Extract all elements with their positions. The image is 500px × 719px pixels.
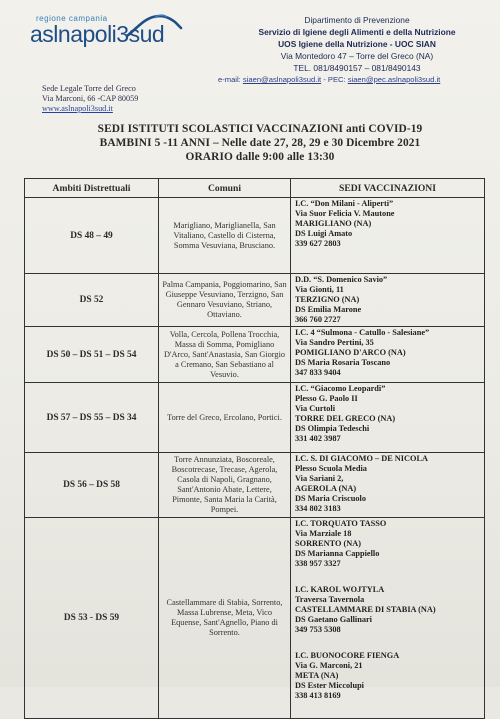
municipalities-cell: Castellammare di Stabia, Sorrento, Massa Lubrense, Meta, Vico Equense, Sant'Agnello, Piano di Sorrento. <box>159 518 291 719</box>
header-sedi: SEDI VACCINAZIONI <box>291 179 485 198</box>
table-row <box>25 518 485 719</box>
district-cell: DS 52 <box>25 274 159 327</box>
municipalities-cell: Palma Campania, Poggiomarino, San Giuseppe Vesuviano, Terzigno, San Gennaro Vesuviano, Striano, Ottaviano. <box>159 274 291 327</box>
dept-address: Via Montedoro 47 – Torre del Greco (NA) <box>280 51 434 61</box>
school-name: I.C. “Don Milani - Aliperti” <box>295 199 394 208</box>
site-detail: DS Olimpia Tedeschi <box>295 424 370 433</box>
pec-link[interactable]: siaen@pec.aslnapoli3sud.it <box>347 75 441 84</box>
site-entry <box>295 519 480 569</box>
municipalities-cell: Volla, Cercola, Pollena Trocchia, Massa di Somma, Pomigliano D'Arco, Sant'Anastasia, San Giorgio a Cremano, San Sebastiano al Vesuvio. <box>159 327 291 383</box>
site-detail: DS Emilia Marone <box>295 305 362 314</box>
service-name: Servizio di Igiene degli Alimenti e della Nutrizione <box>258 27 456 37</box>
legal-line: Sede Legale Torre del Greco <box>42 84 136 93</box>
document-title <box>60 122 460 164</box>
school-name: D.D. “S. Domenico Savio” <box>295 275 388 284</box>
district-cell: DS 57 – DS 55 – DS 34 <box>25 383 159 453</box>
site-detail: META (NA) <box>295 671 339 680</box>
site-detail: Plesso Scuola Media <box>295 464 367 473</box>
site-entry <box>295 384 480 444</box>
pec-prefix: - PEC: <box>321 75 348 84</box>
dept-phone: TEL. 081/8490157 – 081/8490143 <box>293 63 421 73</box>
site-detail: 339 627 2803 <box>295 239 341 248</box>
site-detail: 338 957 3327 <box>295 559 341 568</box>
site-detail: Via Sandro Pertini, 35 <box>295 338 374 347</box>
table-row <box>25 383 485 453</box>
site-detail: AGEROLA (NA) <box>295 484 357 493</box>
site-detail: DS Maria Rosaria Toscano <box>295 358 391 367</box>
vaccination-sites-table <box>24 178 485 719</box>
legal-line: Via Marconi, 66 -CAP 80059 <box>42 94 139 103</box>
vesuvius-logo-icon <box>125 14 183 38</box>
site-detail: SORRENTO (NA) <box>295 539 361 548</box>
site-entry <box>295 328 480 378</box>
site-detail: DS Luigi Amato <box>295 229 353 238</box>
district-cell: DS 48 – 49 <box>25 198 159 274</box>
site-detail: 366 760 2727 <box>295 315 341 324</box>
title-line: ORARIO dalle 9:00 alle 13:30 <box>185 151 335 163</box>
site-detail: Plesso G. Paolo II <box>295 394 358 403</box>
site-detail: DS Marianna Cappiello <box>295 549 380 558</box>
school-name: I.C. BUONOCORE FIENGA <box>295 651 400 660</box>
logo-region-text: regione campania <box>36 14 108 23</box>
title-line: SEDI ISTITUTI SCOLASTICI VACCINAZIONI anti COVID-19 <box>97 123 423 135</box>
district-cell: DS 53 - DS 59 <box>25 518 159 719</box>
site-detail: 334 802 3183 <box>295 504 341 513</box>
site-cell <box>291 198 485 274</box>
municipalities-cell: Torre del Greco, Ercolano, Portici. <box>159 383 291 453</box>
site-detail: 338 413 8169 <box>295 691 341 700</box>
school-name: I.C. “Giacomo Leopardi” <box>295 384 386 393</box>
site-entry <box>295 585 480 635</box>
site-entry <box>295 651 480 701</box>
site-cell <box>291 327 485 383</box>
asl-logo <box>30 14 180 48</box>
municipalities-cell: Marigliano, Mariglianella, San Vitaliano, Castello di Cisterna, Somma Vesuviana, Brusciano. <box>159 198 291 274</box>
district-cell: DS 50 – DS 51 – DS 54 <box>25 327 159 383</box>
site-detail: DS Ester Miccolupi <box>295 681 364 690</box>
site-detail: POMIGLIANO D'ARCO (NA) <box>295 348 406 357</box>
dept-contacts <box>218 74 482 86</box>
email-link[interactable]: siaen@aslnapoli3sud.it <box>242 75 322 84</box>
legal-address <box>42 84 138 114</box>
site-detail: Via G. Marconi, 21 <box>295 661 363 670</box>
site-detail: Via Marziale 18 <box>295 529 352 538</box>
table-row <box>25 274 485 327</box>
school-name: I.C. S. DI GIACOMO – DE NICOLA <box>295 454 428 463</box>
site-detail: TORRE DEL GRECO (NA) <box>295 414 396 423</box>
department-title: Dipartimento di Prevenzione <box>304 15 410 25</box>
header-comuni: Comuni <box>159 179 291 198</box>
site-detail: 331 402 3987 <box>295 434 341 443</box>
site-cell <box>291 453 485 518</box>
municipalities-cell: Torre Annunziata, Boscoreale, Boscotrecase, Trecase, Agerola, Casola di Napoli, Gragnano, Sant'Antonio Abate, Lettere, Pimonte, Santa Maria la Carità, Pompei. <box>159 453 291 518</box>
site-detail: CASTELLAMMARE DI STABIA (NA) <box>295 605 436 614</box>
site-detail: TERZIGNO (NA) <box>295 295 360 304</box>
site-detail: Traversa Tavernola <box>295 595 365 604</box>
department-block <box>218 14 482 86</box>
logo-brand-text: aslnapoli3sud <box>30 21 165 47</box>
table-header-row <box>25 179 485 198</box>
site-detail: Via Suor Felicia V. Mautone <box>295 209 395 218</box>
table-row <box>25 198 485 274</box>
site-detail: DS Gaetano Gallinari <box>295 615 372 624</box>
site-detail: 349 753 5308 <box>295 625 341 634</box>
site-entry <box>295 275 480 325</box>
site-detail: DS Maria Criscuolo <box>295 494 366 503</box>
district-cell: DS 56 – DS 58 <box>25 453 159 518</box>
site-detail: 347 833 9404 <box>295 368 341 377</box>
email-prefix: e-mail: <box>218 75 243 84</box>
school-name: I.C. 4 “Sulmona - Catullo - Salesiane” <box>295 328 430 337</box>
site-detail: Via Curtoli <box>295 404 336 413</box>
site-detail: Via Gionti, 11 <box>295 285 344 294</box>
school-name: I.C. KAROL WOJTYLA <box>295 585 385 594</box>
site-cell <box>291 518 485 719</box>
table-row <box>25 327 485 383</box>
title-line: BAMBINI 5 -11 ANNI – Nelle date 27, 28, 29 e 30 Dicembre 2021 <box>99 137 421 149</box>
school-name: I.C. TORQUATO TASSO <box>295 519 387 528</box>
website-link[interactable]: www.aslnapoli3sud.it <box>42 104 113 113</box>
site-cell <box>291 383 485 453</box>
unit-name: UOS Igiene della Nutrizione - UOC SIAN <box>278 39 436 49</box>
header-ambiti: Ambiti Distrettuali <box>25 179 159 198</box>
site-detail: MARIGLIANO (NA) <box>295 219 372 228</box>
site-detail: Via Sariani 2, <box>295 474 344 483</box>
table-row <box>25 453 485 518</box>
site-entry <box>295 199 480 249</box>
site-cell <box>291 274 485 327</box>
site-entry <box>295 454 480 514</box>
